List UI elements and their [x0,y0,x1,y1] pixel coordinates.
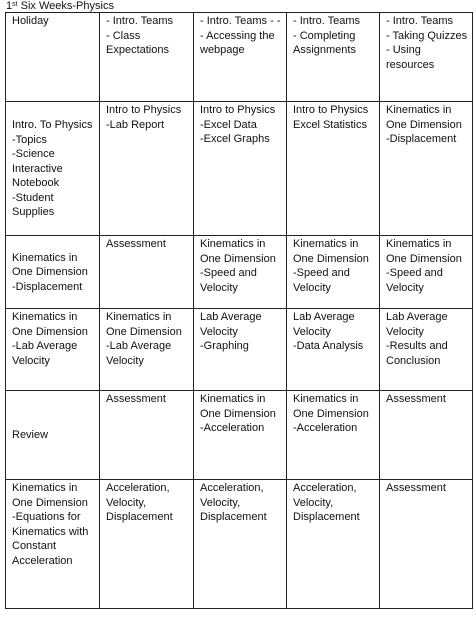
cell-text-line: Kinematics in [12,482,78,494]
schedule-cell [194,480,287,609]
cell-text-line: Assessment [386,482,446,494]
cell-text-line: Velocity [200,325,238,338]
cell-text-line: Intro to Physics [106,104,182,116]
schedule-cell [6,102,100,236]
cell-text-line: Assessment [106,238,166,250]
cell-text-line: Intro. To Physics [12,118,93,131]
cell-text-line: Acceleration, [293,482,357,494]
schedule-row [6,391,473,480]
cell-text-line: One Dimension [293,407,369,420]
page-title [6,0,114,12]
schedule-cell [380,309,473,391]
schedule-cell [194,236,287,309]
cell-text-line: Constant [12,540,57,553]
cell-text-line: Lab Average [386,311,448,323]
cell-text-line: -Data Analysis [293,340,364,353]
cell-text-line: Intro to Physics [293,104,369,116]
cell-text-line: Assessment [106,393,166,405]
schedule-cell [100,236,194,309]
cell-text-line: Velocity [386,281,424,294]
cell-text-line: Assessment [386,393,446,405]
schedule-cell [100,309,194,391]
schedule-cell [100,391,194,480]
cell-text-line: Lab Average [200,311,262,323]
schedule-row [6,102,473,236]
schedule-cell [6,236,100,309]
cell-text-line: -Lab Average [106,340,172,353]
cell-text-line: Velocity, [293,496,334,509]
cell-text-line: Interactive [12,162,63,175]
schedule-table [5,12,473,609]
schedule-cell [6,13,100,102]
cell-text-line: Acceleration, [200,482,264,494]
cell-text-line: Conclusion [386,354,441,367]
cell-text-line: Velocity [386,325,424,338]
cell-text-line: -Speed and [200,267,257,280]
cell-text-line: Kinematics in [200,238,266,250]
cell-text-line: Velocity [106,354,144,367]
schedule-row [6,236,473,309]
title-ordinal-suffix: st [12,1,18,8]
cell-text-line: - Using [386,44,421,57]
cell-text-line: Kinematics in [293,393,359,405]
cell-text-line: One Dimension [106,325,182,338]
schedule-cell [287,102,380,236]
cell-text-line: Velocity, [106,496,147,509]
cell-text-line: -Results and [386,340,448,353]
cell-text-line: - Class [106,29,141,42]
cell-text-line: Velocity, [200,496,241,509]
cell-text-line: webpage [200,44,245,57]
cell-text-line: -Displacement [12,280,83,293]
cell-text-line: One Dimension [200,252,276,265]
cell-text-line: Velocity [12,354,50,367]
title-number: 1 [6,0,13,12]
schedule-cell [194,309,287,391]
schedule-cell [380,236,473,309]
cell-text-line: - Taking Quizzes [386,29,468,42]
schedule-row [6,13,473,102]
cell-text-line: -Excel Graphs [200,133,270,146]
cell-text-line: resources [386,58,435,71]
schedule-row [6,480,473,609]
title-text: Six Weeks-Physics [17,0,114,12]
schedule-cell [100,480,194,609]
schedule-cell [194,391,287,480]
schedule-cell [100,102,194,236]
cell-text-line: Displacement [106,511,173,524]
cell-text-line: Kinematics with [12,525,89,538]
schedule-cell [194,102,287,236]
cell-text-line: Notebook [12,177,60,190]
cell-text-line: -Acceleration [200,422,265,435]
schedule-cell [287,391,380,480]
cell-text-line: Acceleration, [106,482,170,494]
cell-text-line: One Dimension [293,252,369,265]
cell-text-line: -Acceleration [293,422,358,435]
schedule-cell [380,391,473,480]
schedule-cell [380,13,473,102]
cell-text-line: -Excel Data [200,118,257,131]
cell-text-line: -Student [12,191,54,204]
cell-text-line: - Intro. Teams [293,15,361,27]
cell-text-line: -Speed and [293,267,350,280]
cell-text-line: Assignments [293,44,356,57]
cell-text-line: Velocity [293,281,331,294]
schedule-cell [380,102,473,236]
cell-text-line: -Science [12,148,55,161]
cell-text-line: One Dimension [12,266,88,279]
cell-text-line: Expectations [106,44,169,57]
cell-text-line: Review [12,429,49,442]
schedule-cell [100,13,194,102]
cell-text-line: Velocity [293,325,331,338]
cell-text-line: One Dimension [386,252,462,265]
cell-text-line: Supplies [12,206,55,219]
cell-text-line: -Topics [12,133,47,146]
cell-text-line: - Intro. Teams - - [200,15,281,27]
cell-text-line: Holiday [12,15,49,27]
cell-text-line: -Lab Average [12,340,78,353]
cell-text-line: Kinematics in [12,251,78,264]
schedule-row [6,309,473,391]
cell-text-line: Velocity [200,281,238,294]
cell-text-line: - Intro. Teams [106,15,174,27]
cell-text-line: Acceleration [12,554,73,567]
cell-text-line: -Lab Report [106,118,165,131]
cell-text-line: One Dimension [12,496,88,509]
cell-text-line: - Accessing the [200,29,275,42]
cell-text-line: Lab Average [293,311,355,323]
schedule-cell [287,309,380,391]
cell-text-line: - Completing [293,29,356,42]
cell-text-line: Intro to Physics [200,104,276,116]
cell-text-line: One Dimension [12,325,88,338]
cell-text-line: One Dimension [200,407,276,420]
schedule-cell [287,480,380,609]
schedule-cell [194,13,287,102]
schedule-cell [6,480,100,609]
cell-text-line: One Dimension [386,118,462,131]
cell-text-line: Kinematics in [200,393,266,405]
cell-text-line: Kinematics in [12,311,78,323]
cell-text-line: Kinematics in [293,238,359,250]
schedule-body [6,13,473,609]
cell-text-line: Kinematics in [386,238,452,250]
schedule-cell [6,309,100,391]
cell-text-line: -Equations for [12,511,81,524]
schedule-cell [287,236,380,309]
schedule-cell [287,13,380,102]
cell-text-line: Excel Statistics [293,118,367,131]
cell-text-line: Displacement [293,511,360,524]
schedule-cell [380,480,473,609]
cell-text-line: -Displacement [386,133,457,146]
cell-text-line: -Speed and [386,267,443,280]
schedule-cell [6,391,100,480]
cell-text-line: - Intro. Teams [386,15,454,27]
cell-text-line: Kinematics in [106,311,172,323]
cell-text-line: Kinematics in [386,104,452,116]
cell-text-line: Displacement [200,511,267,524]
cell-text-line: -Graphing [200,340,249,353]
